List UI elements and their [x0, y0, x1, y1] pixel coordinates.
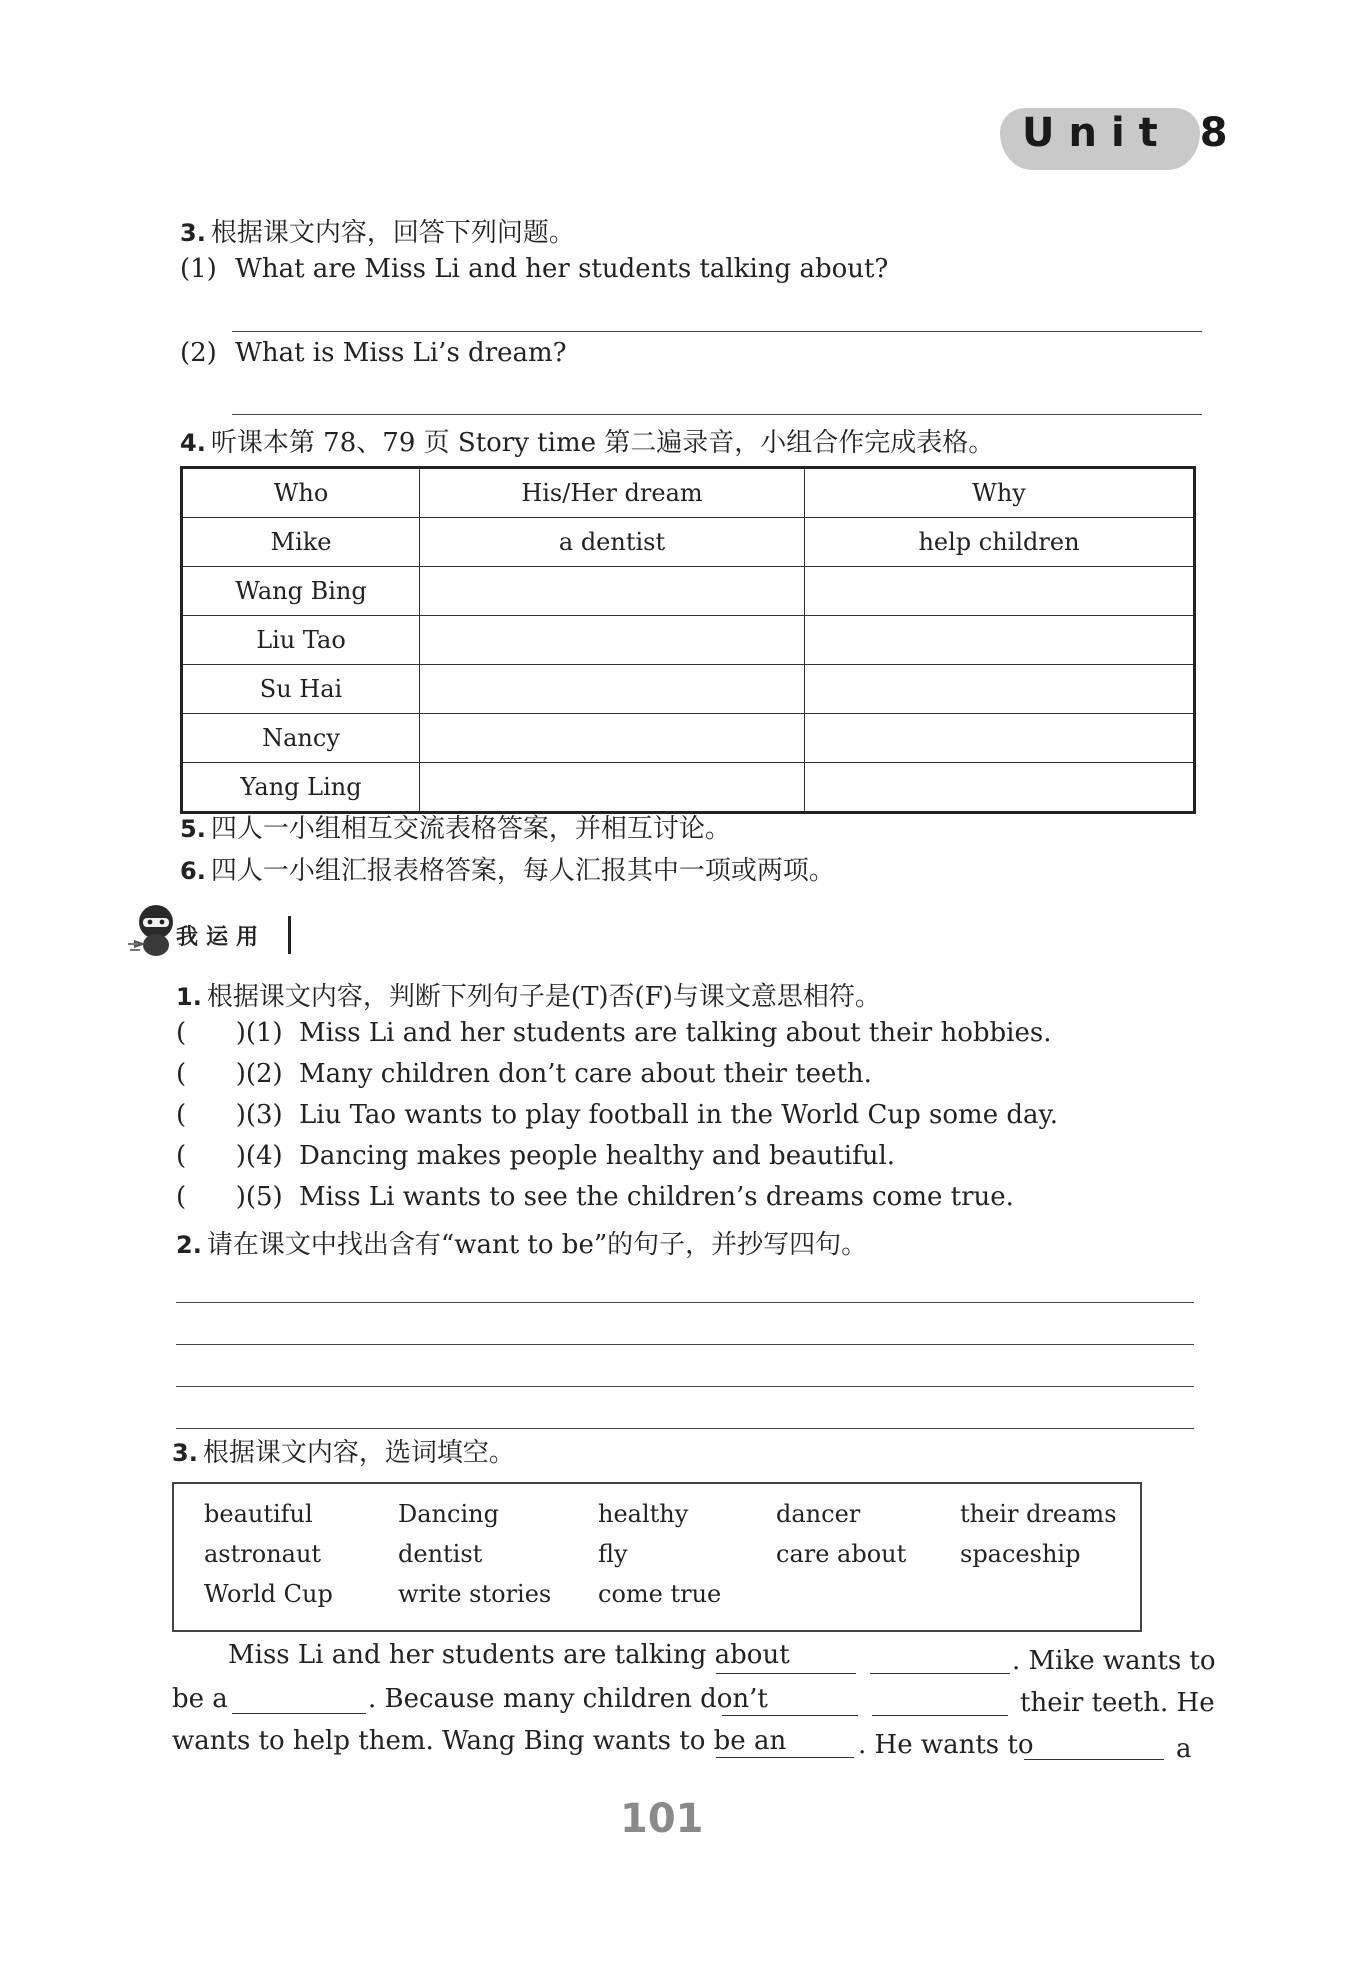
word-option: Dancing	[398, 1500, 499, 1528]
dream-cell[interactable]	[420, 665, 805, 714]
tf-answer-slot[interactable]: ( )	[176, 1018, 246, 1048]
question-number: 1.	[176, 983, 202, 1011]
passage-text: . Because many children don’t	[368, 1684, 768, 1714]
why-cell[interactable]	[805, 616, 1195, 665]
item-label: (1)	[245, 1018, 283, 1048]
word-option: care about	[776, 1540, 907, 1568]
table-header-row	[182, 468, 1195, 518]
why-cell[interactable]	[805, 714, 1195, 763]
item-label: (2)	[245, 1059, 283, 1089]
dream-cell[interactable]	[420, 763, 805, 813]
tf-item	[176, 1141, 895, 1171]
who-cell: Liu Tao	[182, 616, 420, 665]
answer-line[interactable]	[232, 331, 1202, 332]
item-text: Miss Li wants to see the children’s dreams come true.	[298, 1182, 1014, 1212]
part2-question-3-heading	[172, 1432, 515, 1469]
question-title: 听课本第 78、79 页 Story time 第二遍录音，小组合作完成表格。	[210, 428, 995, 458]
question-number: 3.	[180, 219, 206, 247]
who-cell: Yang Ling	[182, 763, 420, 813]
passage-text: their teeth. He	[1020, 1688, 1215, 1718]
fill-blank[interactable]	[232, 1713, 366, 1714]
question-number: 3.	[172, 1439, 198, 1467]
passage-text: be a	[172, 1684, 228, 1714]
question-item	[180, 338, 567, 368]
word-option: write stories	[398, 1580, 552, 1608]
item-label: (3)	[245, 1100, 283, 1130]
dream-cell[interactable]: a dentist	[420, 518, 805, 567]
why-cell[interactable]: help children	[805, 518, 1195, 567]
tf-item	[176, 1100, 1058, 1130]
why-cell[interactable]	[805, 567, 1195, 616]
table-row	[182, 665, 1195, 714]
ninja-mascot-icon	[126, 900, 182, 960]
dream-table	[180, 466, 1196, 814]
part2-question-1-heading	[176, 976, 881, 1013]
question-title: 请在课文中找出含有“want to be”的句子，并抄写四句。	[206, 1230, 868, 1260]
item-text: Dancing makes people healthy and beautiful.	[298, 1141, 896, 1171]
question-item	[180, 254, 888, 284]
dream-cell[interactable]	[420, 616, 805, 665]
item-label: (4)	[245, 1141, 283, 1171]
why-cell[interactable]	[805, 763, 1195, 813]
item-label: (2)	[180, 338, 217, 368]
table-row	[182, 763, 1195, 813]
tf-answer-slot[interactable]: ( )	[176, 1059, 246, 1089]
tf-answer-slot[interactable]: ( )	[176, 1182, 246, 1212]
item-text: What are Miss Li and her students talking about?	[235, 254, 889, 284]
question-title: 根据课文内容，判断下列句子是(T)否(F)与课文意思相符。	[206, 982, 881, 1012]
word-option: astronaut	[204, 1540, 322, 1568]
passage-text: . Mike wants to	[1012, 1646, 1216, 1676]
tf-item	[176, 1182, 1014, 1212]
word-option: their dreams	[960, 1500, 1117, 1528]
unit-label: Unit 8	[1022, 110, 1242, 156]
item-label: (5)	[245, 1182, 283, 1212]
answer-line[interactable]	[176, 1428, 1194, 1429]
table-row	[182, 567, 1195, 616]
word-option: beautiful	[204, 1500, 313, 1528]
word-option: dancer	[776, 1500, 861, 1528]
question-title: 根据课文内容，回答下列问题。	[210, 218, 575, 248]
question-number: 4.	[180, 429, 206, 457]
header-cell: Why	[805, 468, 1195, 518]
word-bank	[172, 1482, 1142, 1632]
fill-blank[interactable]	[722, 1715, 858, 1716]
who-cell: Wang Bing	[182, 567, 420, 616]
question-number: 5.	[180, 815, 206, 843]
item-text: Many children don’t care about their teeth.	[298, 1059, 872, 1089]
question-title: 四人一小组相互交流表格答案，并相互讨论。	[210, 814, 731, 844]
answer-line[interactable]	[176, 1344, 1194, 1345]
question-title: 根据课文内容，选词填空。	[202, 1438, 515, 1468]
item-label: (1)	[180, 254, 217, 284]
question-title: 四人一小组汇报表格答案，每人汇报其中一项或两项。	[210, 856, 835, 886]
fill-blank[interactable]	[872, 1715, 1008, 1716]
header-cell: His/Her dream	[420, 468, 805, 518]
dream-cell[interactable]	[420, 714, 805, 763]
question-4-heading	[180, 422, 994, 459]
header-cell: Who	[182, 468, 420, 518]
question-number: 6.	[180, 857, 206, 885]
tf-answer-slot[interactable]: ( )	[176, 1100, 246, 1130]
who-cell: Nancy	[182, 714, 420, 763]
table-row	[182, 518, 1195, 567]
fill-blank[interactable]	[870, 1673, 1010, 1674]
tf-item	[176, 1018, 1051, 1048]
passage-text: . He wants to	[858, 1730, 1034, 1760]
question-number: 2.	[176, 1231, 202, 1259]
who-cell: Mike	[182, 518, 420, 567]
word-option: come true	[598, 1580, 722, 1608]
word-option: dentist	[398, 1540, 483, 1568]
question-6-heading	[180, 850, 835, 887]
fill-blank[interactable]	[1024, 1759, 1164, 1760]
item-text: What is Miss Li’s dream?	[235, 338, 567, 368]
tf-item	[176, 1059, 872, 1089]
tf-answer-slot[interactable]: ( )	[176, 1141, 246, 1171]
word-option: fly	[598, 1540, 628, 1568]
question-3-heading	[180, 212, 575, 249]
table-row	[182, 616, 1195, 665]
who-cell: Su Hai	[182, 665, 420, 714]
dream-cell[interactable]	[420, 567, 805, 616]
part2-question-2-heading	[176, 1224, 867, 1261]
word-option: World Cup	[204, 1580, 333, 1608]
item-text: Liu Tao wants to play football in the World Cup some day.	[298, 1100, 1058, 1130]
question-5-heading	[180, 808, 731, 845]
passage-text: wants to help them. Wang Bing wants to be an	[172, 1726, 787, 1756]
word-option: healthy	[598, 1500, 689, 1528]
answer-line[interactable]	[176, 1386, 1194, 1387]
page-number: 101	[620, 1796, 704, 1842]
word-option: spaceship	[960, 1540, 1081, 1568]
passage-text: Miss Li and her students are talking about	[228, 1640, 790, 1670]
fill-blank[interactable]	[716, 1673, 856, 1674]
answer-line[interactable]	[232, 414, 1202, 415]
why-cell[interactable]	[805, 665, 1195, 714]
answer-line[interactable]	[176, 1302, 1194, 1303]
section-title: 我运用	[176, 925, 267, 950]
table-row	[182, 714, 1195, 763]
section-title-bar	[288, 916, 291, 954]
passage-text: a	[1176, 1734, 1192, 1764]
item-text: Miss Li and her students are talking about their hobbies.	[298, 1018, 1052, 1048]
fill-blank[interactable]	[716, 1757, 854, 1758]
